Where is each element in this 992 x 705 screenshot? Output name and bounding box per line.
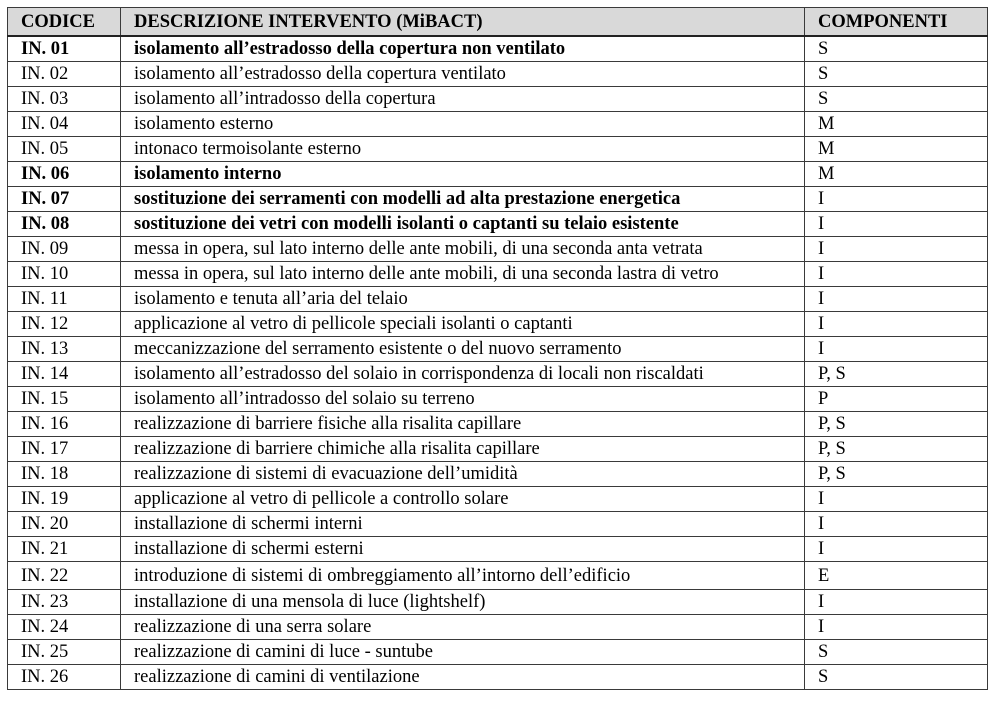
row-components-cell: S (805, 665, 988, 690)
row-description-cell: isolamento e tenuta all’aria del telaio (121, 287, 805, 312)
table-row (8, 615, 988, 640)
table-row (8, 665, 988, 690)
header-codice: CODICE (8, 8, 121, 37)
row-code-cell: IN. 22 (8, 562, 121, 590)
row-description-cell: messa in opera, sul lato interno delle ante mobili, di una seconda anta vetrata (121, 237, 805, 262)
row-code-cell: IN. 26 (8, 665, 121, 690)
row-code-cell: IN. 16 (8, 412, 121, 437)
row-description-cell: isolamento all’estradosso della copertura ventilato (121, 62, 805, 87)
row-components-cell: I (805, 512, 988, 537)
row-components-cell: I (805, 590, 988, 615)
row-description-cell: isolamento all’estradosso del solaio in corrispondenza di locali non riscaldati (121, 362, 805, 387)
row-components-cell: S (805, 87, 988, 112)
row-description-cell: meccanizzazione del serramento esistente o del nuovo serramento (121, 337, 805, 362)
row-code-cell: IN. 15 (8, 387, 121, 412)
row-code-cell: IN. 24 (8, 615, 121, 640)
header-descrizione: DESCRIZIONE INTERVENTO (MiBACT) (121, 8, 805, 37)
row-components-cell: P (805, 387, 988, 412)
row-description-cell: isolamento esterno (121, 112, 805, 137)
row-code-cell: IN. 03 (8, 87, 121, 112)
row-code-cell: IN. 14 (8, 362, 121, 387)
row-code-cell: IN. 06 (8, 162, 121, 187)
table-row (8, 537, 988, 562)
row-description-cell: applicazione al vetro di pellicole speciali isolanti o captanti (121, 312, 805, 337)
table-header-row (8, 8, 988, 37)
interventions-table (7, 7, 988, 690)
row-description-cell: realizzazione di una serra solare (121, 615, 805, 640)
row-code-cell: IN. 20 (8, 512, 121, 537)
row-components-cell: M (805, 112, 988, 137)
row-components-cell: I (805, 262, 988, 287)
row-code-cell: IN. 18 (8, 462, 121, 487)
row-description-cell: realizzazione di barriere chimiche alla risalita capillare (121, 437, 805, 462)
row-code-cell: IN. 07 (8, 187, 121, 212)
row-code-cell: IN. 21 (8, 537, 121, 562)
row-code-cell: IN. 08 (8, 212, 121, 237)
row-components-cell: P, S (805, 412, 988, 437)
row-description-cell: realizzazione di sistemi di evacuazione dell’umidità (121, 462, 805, 487)
row-components-cell: M (805, 162, 988, 187)
row-code-cell: IN. 19 (8, 487, 121, 512)
row-components-cell: M (805, 137, 988, 162)
row-description-cell: realizzazione di camini di luce - suntube (121, 640, 805, 665)
table-row (8, 412, 988, 437)
row-description-cell: isolamento all’intradosso della copertura (121, 87, 805, 112)
row-components-cell: I (805, 337, 988, 362)
row-components-cell: P, S (805, 462, 988, 487)
row-code-cell: IN. 10 (8, 262, 121, 287)
row-description-cell: realizzazione di camini di ventilazione (121, 665, 805, 690)
row-components-cell: I (805, 537, 988, 562)
row-code-cell: IN. 04 (8, 112, 121, 137)
table-row (8, 387, 988, 412)
row-description-cell: sostituzione dei vetri con modelli isolanti o captanti su telaio esistente (121, 212, 805, 237)
row-code-cell: IN. 01 (8, 36, 121, 62)
row-components-cell: I (805, 237, 988, 262)
row-code-cell: IN. 23 (8, 590, 121, 615)
row-components-cell: I (805, 312, 988, 337)
table-row (8, 212, 988, 237)
row-components-cell: E (805, 562, 988, 590)
table-row (8, 487, 988, 512)
table-row (8, 87, 988, 112)
table-row (8, 562, 988, 590)
row-components-cell: S (805, 62, 988, 87)
table-body (8, 36, 988, 690)
row-code-cell: IN. 05 (8, 137, 121, 162)
table-row (8, 337, 988, 362)
table-row (8, 437, 988, 462)
table-row (8, 512, 988, 537)
row-components-cell: I (805, 212, 988, 237)
row-description-cell: installazione di schermi esterni (121, 537, 805, 562)
table-row (8, 36, 988, 62)
table-row (8, 187, 988, 212)
row-code-cell: IN. 11 (8, 287, 121, 312)
row-components-cell: S (805, 640, 988, 665)
table-row (8, 362, 988, 387)
table-row (8, 312, 988, 337)
table-row (8, 462, 988, 487)
row-components-cell: I (805, 487, 988, 512)
table-row (8, 62, 988, 87)
row-components-cell: I (805, 187, 988, 212)
row-description-cell: realizzazione di barriere fisiche alla risalita capillare (121, 412, 805, 437)
row-description-cell: introduzione di sistemi di ombreggiamento all’intorno dell’edificio (121, 562, 805, 590)
row-components-cell: P, S (805, 362, 988, 387)
row-components-cell: S (805, 36, 988, 62)
table-row (8, 262, 988, 287)
row-description-cell: isolamento all’estradosso della copertura non ventilato (121, 36, 805, 62)
table-row (8, 112, 988, 137)
row-description-cell: installazione di una mensola di luce (lightshelf) (121, 590, 805, 615)
row-code-cell: IN. 13 (8, 337, 121, 362)
row-description-cell: messa in opera, sul lato interno delle ante mobili, di una seconda lastra di vetro (121, 262, 805, 287)
row-description-cell: isolamento all’intradosso del solaio su terreno (121, 387, 805, 412)
row-description-cell: sostituzione dei serramenti con modelli ad alta prestazione energetica (121, 187, 805, 212)
table-row (8, 640, 988, 665)
row-code-cell: IN. 02 (8, 62, 121, 87)
row-description-cell: isolamento interno (121, 162, 805, 187)
row-code-cell: IN. 12 (8, 312, 121, 337)
table-row (8, 162, 988, 187)
table-row (8, 137, 988, 162)
row-description-cell: intonaco termoisolante esterno (121, 137, 805, 162)
row-code-cell: IN. 09 (8, 237, 121, 262)
table-row (8, 590, 988, 615)
row-description-cell: applicazione al vetro di pellicole a controllo solare (121, 487, 805, 512)
table-row (8, 237, 988, 262)
row-components-cell: P, S (805, 437, 988, 462)
table-row (8, 287, 988, 312)
row-components-cell: I (805, 615, 988, 640)
row-code-cell: IN. 17 (8, 437, 121, 462)
header-componenti: COMPONENTI (805, 8, 988, 37)
row-description-cell: installazione di schermi interni (121, 512, 805, 537)
row-components-cell: I (805, 287, 988, 312)
row-code-cell: IN. 25 (8, 640, 121, 665)
